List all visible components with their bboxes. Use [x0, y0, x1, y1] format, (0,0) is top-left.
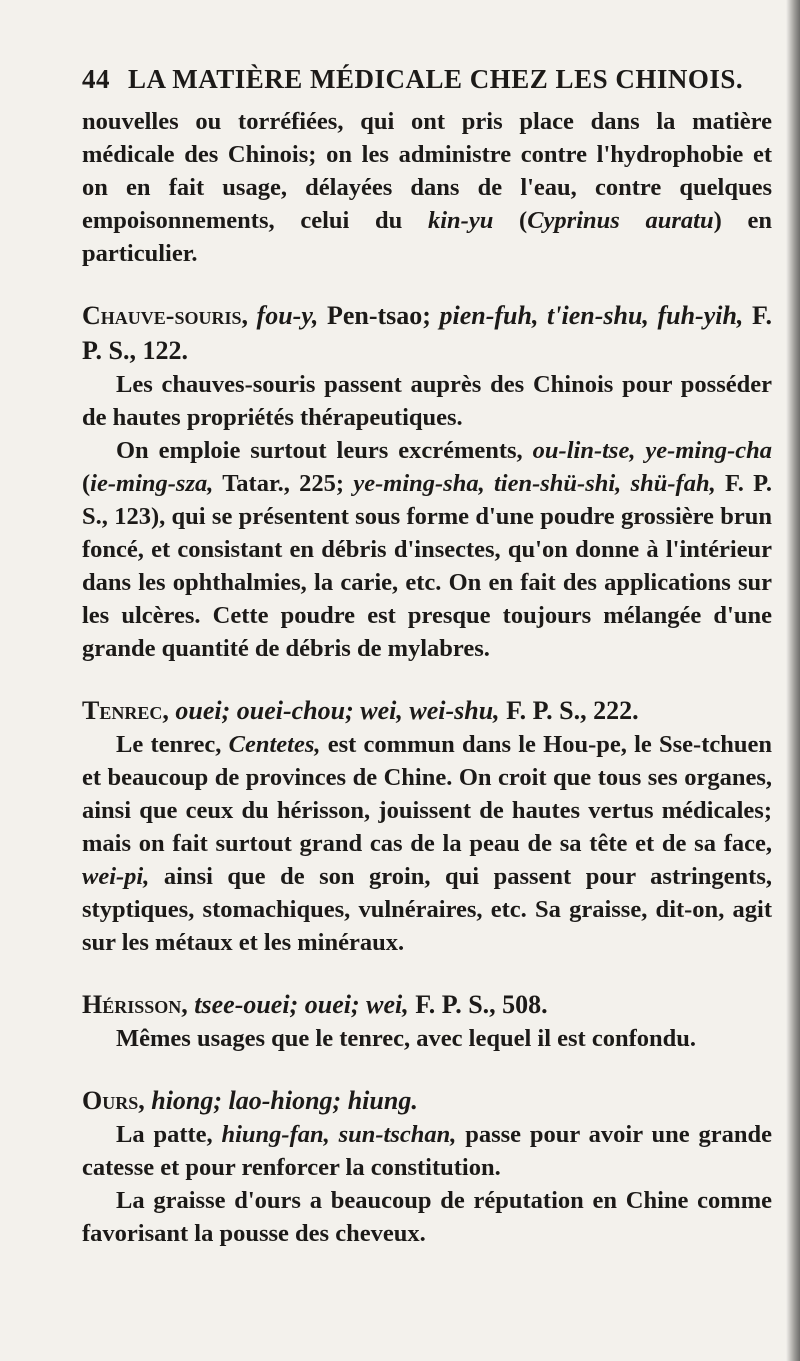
page-content [82, 64, 772, 1250]
paragraph: Mêmes usages que le tenrec, avec lequel il est confondu. [116, 1025, 696, 1052]
paragraph: La graisse d'ours a beaucoup de réputation en Chine comme favorisant la pousse des cheveux. [82, 1187, 772, 1247]
paragraph: On emploie surtout leurs excréments, ou-lin-tse, ye-ming-cha (ie-ming-sza, Tatar., 225; ye-ming-sha, tien-shü-shi, shü-fah, F. P. S., 123), qui se présentent sous forme d'une poudre grossière brun foncé, et consistant en débris d'insectes, qu'on donne à l'intérieur dans les ophthalmies, la carie, etc. On en fait des applications sur les ulcères. Cette poudre est presque toujours mélangée d'une grande quantité de débris de mylabres. [82, 437, 773, 662]
entry-heading-herisson: Hérisson, tsee-ouei; ouei; wei, F. P. S., 508. [82, 990, 548, 1019]
intro-paragraph: nouvelles ou torréfiées, qui ont pris place dans la matière médicale des Chinois; on les administre contre l'hydrophobie et on en fait usage, délayées dans de l'eau, contre quelques empoisonnements, celui du kin-yu (Cyprinus auratu) en particulier. [82, 108, 772, 267]
entry-heading-tenrec: Tenrec, ouei; ouei-chou; wei, wei-shu, F. P. S., 222. [82, 696, 639, 725]
page-number: 44 [82, 64, 110, 94]
paragraph: Le tenrec, Centetes, est commun dans le Hou-pe, le Sse-tchuen et beaucoup de provinces de Chine. On croit que tous ses organes, ainsi que ceux du hérisson, jouissent de hautes vertus médicales; mais on fait surtout grand cas de la peau de sa tête et de sa face, wei-pi, ainsi que de son groin, qui passent pour astringents, styptiques, stomachiques, vulnéraires, etc. Sa graisse, dit-on, agit sur les métaux et les minéraux. [82, 731, 773, 956]
paragraph: Les chauves-souris passent auprès des Chinois pour posséder de hautes propriétés thérapeutiques. [82, 371, 772, 431]
running-header [82, 64, 772, 95]
entry-heading-ours: Ours, hiong; lao-hiong; hiung. [82, 1086, 418, 1115]
page-edge-shadow [786, 0, 800, 1361]
entry-heading-chauve-souris: Chauve-souris, fou-y, Pen-tsao; pien-fuh, t'ien-shu, fuh-yih, F. P. S., 122. [82, 301, 772, 365]
running-title: LA MATIÈRE MÉDICALE CHEZ LES CHINOIS. [128, 64, 744, 94]
paragraph: La patte, hiung-fan, sun-tschan, passe pour avoir une grande catesse et pour renforcer la constitution. [82, 1121, 772, 1181]
